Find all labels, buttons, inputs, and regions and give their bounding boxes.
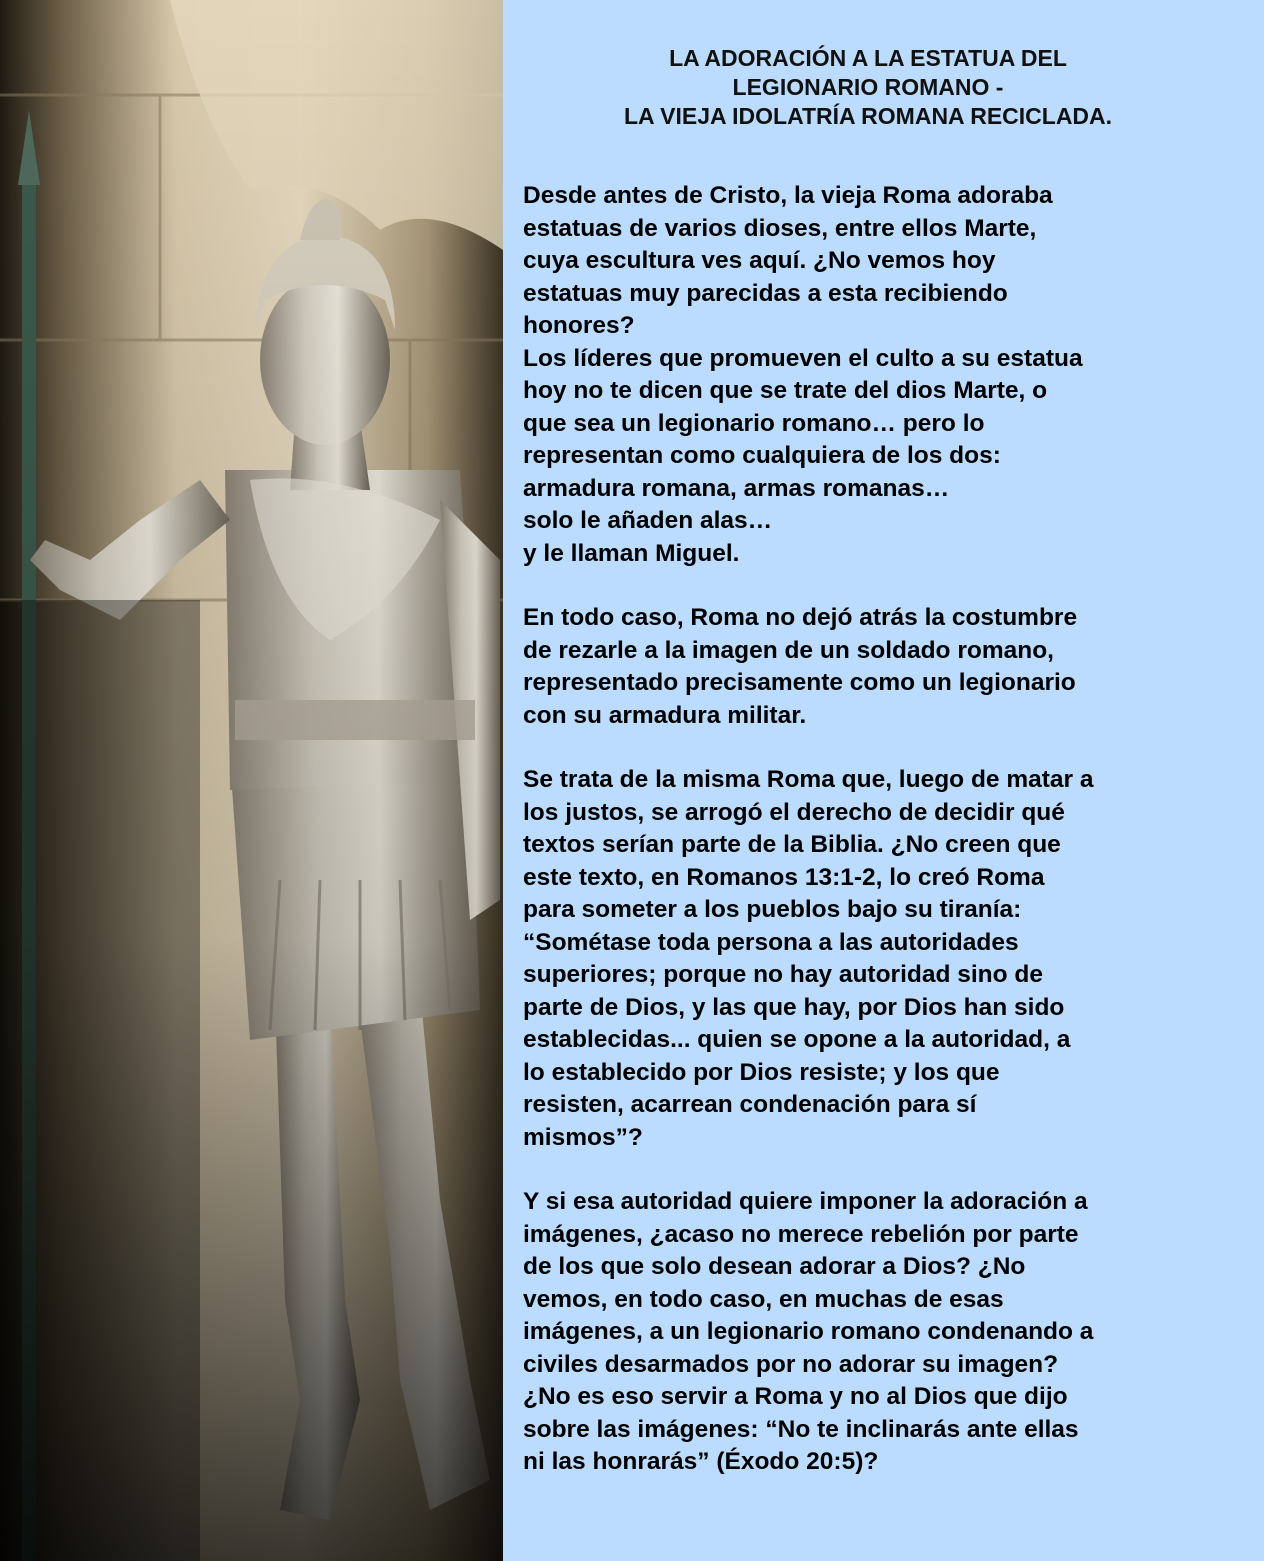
text-line: cuya escultura ves aquí. ¿No vemos hoy [523,247,996,274]
text-line: estatuas muy parecidas a esta recibiendo [523,279,1008,307]
text-line: de rezarle a la imagen de un soldado romano, [523,636,1054,664]
text-line: para someter a los pueblos bajo su tiranía: [523,896,1022,923]
paragraph-1 [523,180,1248,570]
text-line: de los que solo desean adorar a Dios? ¿No [523,1253,1026,1280]
text-line: Desde antes de Cristo, la vieja Roma adoraba [523,182,1053,209]
paragraph-4 [523,1186,1248,1479]
text-line: lo establecido por Dios resiste; y los que [523,1058,1000,1086]
text-line: hoy no te dicen que se trate del dios Marte, o [523,377,1048,404]
text-line: representan como cualquiera de los dos: [523,442,1001,469]
text-line: que sea un legionario romano… pero lo [523,409,985,437]
title-line: LA VIEJA IDOLATRÍA ROMANA RECICLADA. [623,103,1113,129]
text-line: parte de Dios, y las que hay, por Dios han sido [523,993,1065,1021]
text-line: superiores; porque no hay autoridad sino de [523,961,1044,988]
text-line: establecidas... quien se opone a la autoridad, a [523,1026,1071,1053]
text-line: resisten, acarrean condenación para sí [523,1091,977,1118]
text-line: Se trata de la misma Roma que, luego de matar a [523,766,1094,793]
text-line: los justos, se arrogó el derecho de decidir qué [523,798,1065,826]
text-line: estatuas de varios dioses, entre ellos Marte, [523,214,1037,242]
text-line: Y si esa autoridad quiere imponer la adoración a [523,1188,1088,1215]
title-line: LEGIONARIO ROMANO - [732,74,1004,100]
text-line: honores? [523,312,635,339]
text-line: “Sométase toda persona a las autoridades [523,928,1019,956]
text-line: Los líderes que promueven el culto a su estatua [523,344,1083,372]
text-line: En todo caso, Roma no dejó atrás la costumbre [523,604,1078,631]
paragraph-3 [523,764,1248,1154]
text-line: representado precisamente como un legionario [523,669,1076,696]
page-title [503,44,1233,131]
text-line: vemos, en todo caso, en muchas de esas [523,1285,1004,1313]
text-line: ¿No es eso servir a Roma y no al Dios que dijo [523,1383,1068,1410]
statue-photo [0,0,503,1561]
text-line: este texto, en Romanos 13:1-2, lo creó Roma [523,863,1045,891]
text-line: y le llaman Miguel. [523,539,740,567]
text-line: sobre las imágenes: “No te inclinarás ante ellas [523,1415,1079,1443]
article-body [523,180,1248,1479]
text-line: textos serían parte de la Biblia. ¿No creen que [523,831,1061,858]
text-line: con su armadura militar. [523,701,807,729]
text-line: solo le añaden alas… [523,507,773,534]
text-line: imágenes, ¿acaso no merece rebelión por parte [523,1220,1079,1248]
text-line: armadura romana, armas romanas… [523,474,950,502]
text-panel [503,0,1264,1561]
title-line: LA ADORACIÓN A LA ESTATUA DEL [669,45,1067,71]
text-line: ni las honrarás” (Éxodo 20:5)? [523,1448,879,1475]
statue-illustration [0,0,503,1561]
text-line: mismos”? [523,1123,643,1151]
text-line: civiles desarmados por no adorar su imagen? [523,1350,1059,1378]
paragraph-2 [523,602,1248,732]
text-line: imágenes, a un legionario romano condenando a [523,1318,1094,1345]
